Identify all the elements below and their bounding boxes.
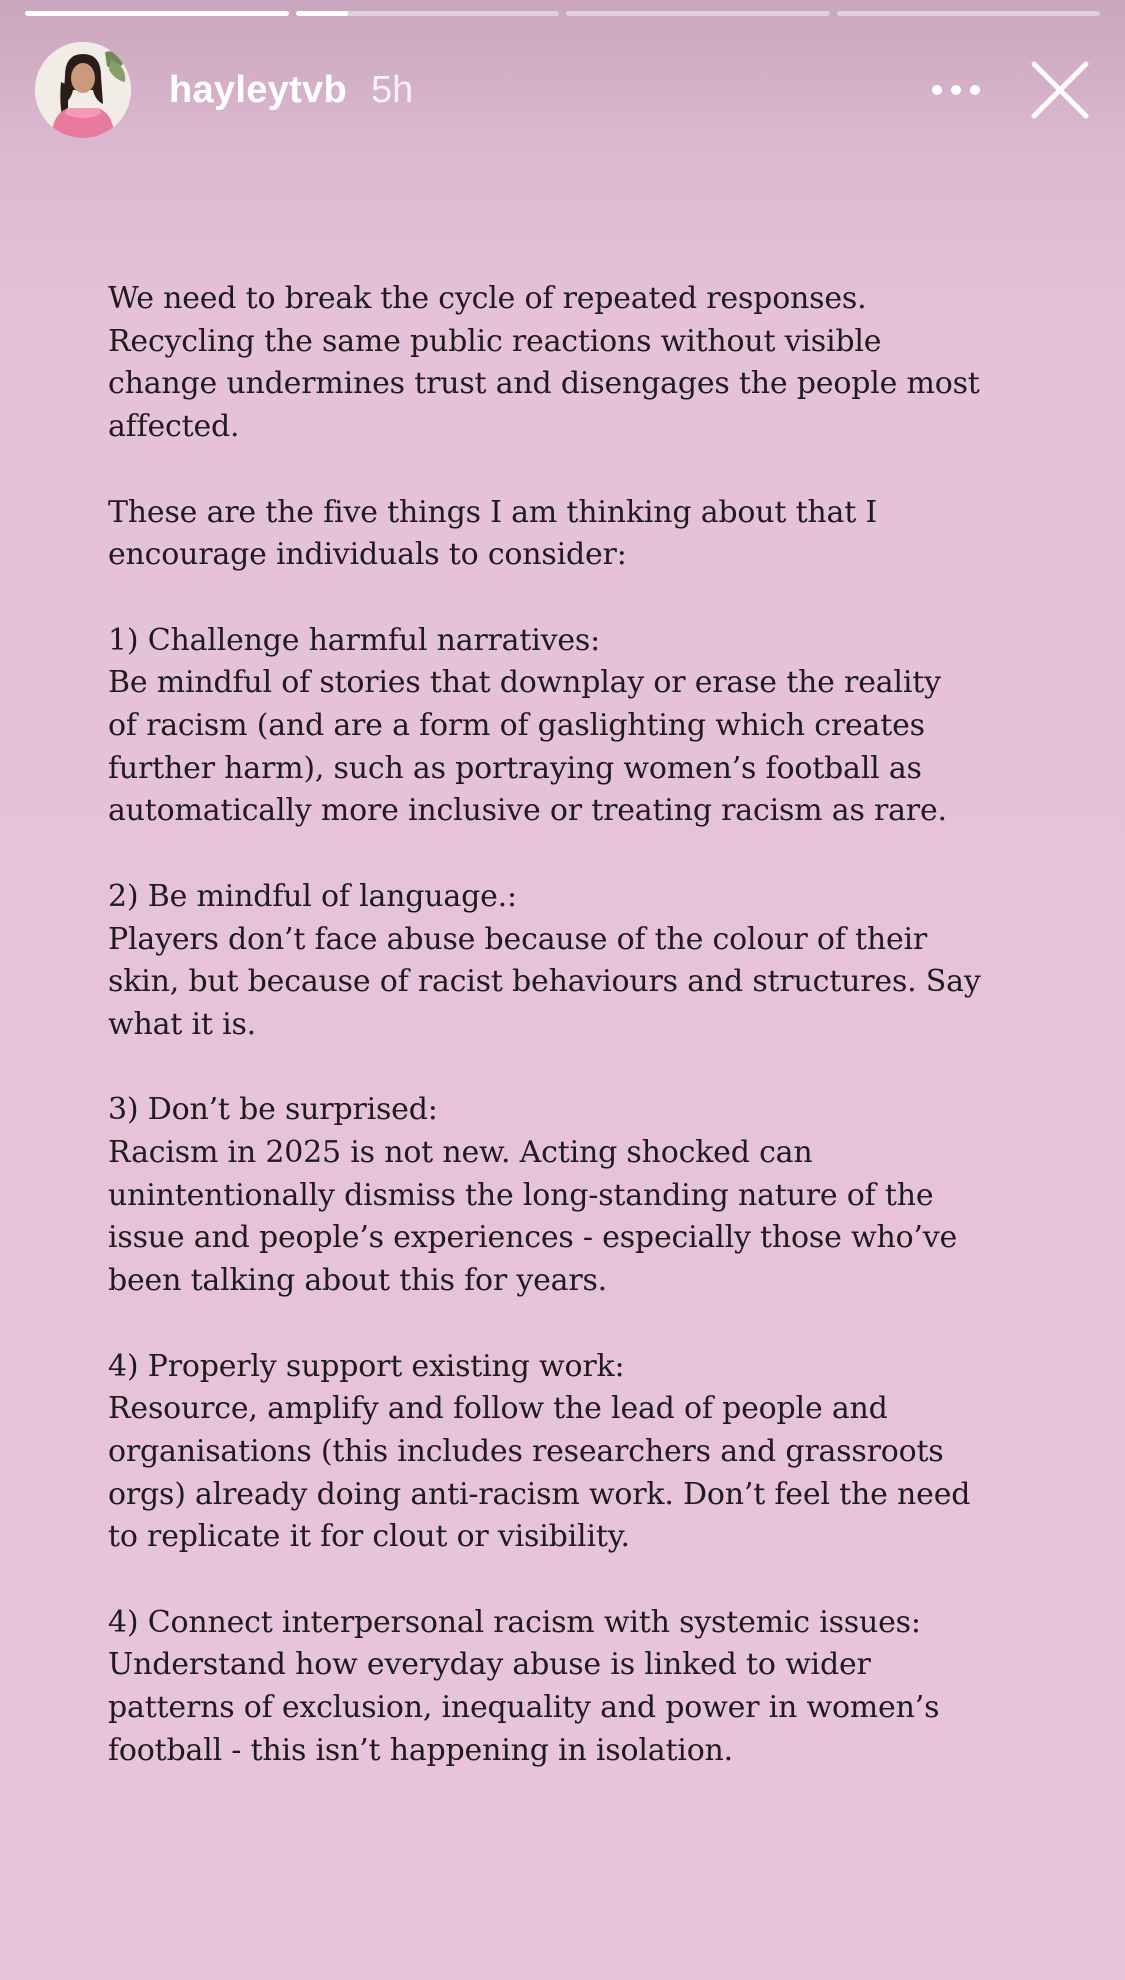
progress-fill	[296, 11, 349, 16]
point-heading: 3) Don’t be surprised:	[108, 1092, 438, 1128]
text-line: football - this isn’t happening in isolation.	[108, 1732, 734, 1768]
story-text-content	[108, 278, 1048, 1815]
text-line: Understand how everyday abuse is linked to wider	[108, 1647, 871, 1683]
text-line: orgs) already doing anti-racism work. Don’t feel the need	[108, 1476, 971, 1512]
text-line: skin, but because of racist behaviours and structures. Say	[108, 964, 981, 1000]
story-progress-bar	[25, 11, 1100, 17]
text-line: automatically more inclusive or treating racism as rare.	[108, 793, 947, 829]
text-line: encourage individuals to consider:	[108, 537, 627, 573]
lead-paragraph	[108, 492, 1048, 577]
text-line: unintentionally dismiss the long-standing nature of the	[108, 1177, 934, 1213]
text-line: Be mindful of stories that downplay or erase the reality	[108, 665, 941, 701]
progress-fill	[25, 11, 289, 16]
text-line: change undermines trust and disengages the people most	[108, 366, 980, 402]
text-line: Resource, amplify and follow the lead of people and	[108, 1391, 888, 1427]
text-line: These are the five things I am thinking about that I	[108, 494, 878, 530]
text-line: Racism in 2025 is not new. Acting shocked can	[108, 1135, 813, 1170]
progress-segment	[566, 11, 830, 16]
text-line: Recycling the same public reactions without visible	[108, 323, 882, 359]
point-3-paragraph	[108, 1089, 1048, 1303]
text-line: to replicate it for clout or visibility.	[108, 1519, 630, 1555]
text-line: been talking about this for years.	[108, 1263, 608, 1299]
text-line: issue and people’s experiences - especially those who’ve	[108, 1220, 958, 1256]
text-line: of racism (and are a form of gaslighting which creates	[108, 708, 925, 743]
username[interactable]: hayleytvb	[169, 68, 348, 111]
point-heading: 1) Challenge harmful narratives:	[108, 622, 601, 658]
progress-segment	[25, 11, 289, 16]
progress-segment	[296, 11, 560, 16]
text-line: We need to break the cycle of repeated responses.	[108, 281, 867, 316]
story-header	[35, 40, 1095, 140]
post-time: 5h	[371, 68, 414, 111]
point-heading: 4) Properly support existing work:	[108, 1348, 625, 1384]
intro-paragraph	[108, 278, 1048, 449]
point-2-paragraph	[108, 876, 1048, 1047]
more-dots-icon	[931, 84, 981, 96]
point-5-paragraph	[108, 1602, 1048, 1773]
point-heading: 2) Be mindful of language.:	[108, 878, 517, 914]
close-button[interactable]	[1025, 55, 1095, 125]
profile-photo-icon	[35, 42, 131, 138]
text-line: affected.	[108, 409, 240, 445]
more-options-button[interactable]	[921, 60, 991, 120]
point-4-paragraph	[108, 1346, 1048, 1560]
text-line: what it is.	[108, 1006, 256, 1042]
close-icon	[1030, 60, 1090, 120]
avatar[interactable]	[35, 42, 131, 138]
text-line: organisations (this includes researchers and grassroots	[108, 1433, 944, 1469]
text-line: patterns of exclusion, inequality and power in women’s	[108, 1690, 940, 1726]
text-line: further harm), such as portraying women’s football as	[108, 750, 922, 786]
progress-segment	[837, 11, 1101, 16]
text-line: Players don’t face abuse because of the colour of their	[108, 921, 928, 957]
point-1-paragraph	[108, 620, 1048, 834]
point-heading: 4) Connect interpersonal racism with systemic issues:	[108, 1604, 921, 1640]
